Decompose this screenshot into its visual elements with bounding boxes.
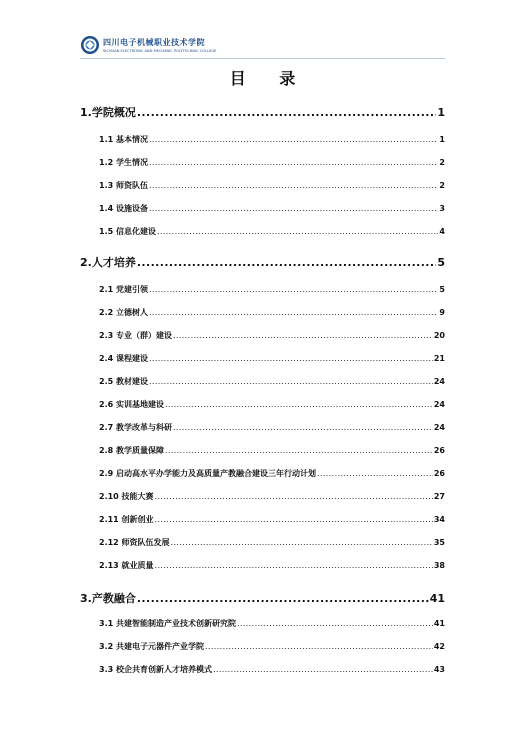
toc-entry-label: 2.5 教材建设 — [99, 377, 148, 386]
toc-entry-page: 41 — [429, 592, 445, 605]
toc-entry-label: 1.3 师资队伍 — [99, 181, 148, 190]
school-logo — [80, 35, 217, 59]
toc-entry-label: 2.1 党建引领 — [99, 285, 148, 294]
toc-entry[interactable] — [99, 468, 445, 479]
toc-leader-dots — [173, 331, 433, 340]
toc-leader-dots — [155, 492, 433, 501]
toc-leader-dots — [149, 135, 438, 144]
toc-entry-page: 24 — [433, 423, 445, 432]
toc-entry-label: 1.学院概况 — [80, 106, 136, 119]
toc-entry-label: 2.10 技能大赛 — [99, 492, 154, 501]
toc-entry-page: 26 — [433, 446, 445, 455]
toc-entry-page: 2 — [439, 158, 445, 167]
toc-entry-label: 2.13 就业质量 — [99, 561, 154, 570]
toc-leader-dots — [149, 354, 433, 363]
toc-entry-label: 3.2 共建电子元器件产业学院 — [99, 642, 204, 651]
toc-leader-dots — [165, 400, 433, 409]
toc-leader-dots — [155, 515, 433, 524]
toc-entry-label: 2.2 立德树人 — [99, 308, 148, 317]
toc-entry-page: 35 — [433, 538, 445, 547]
page-title: 目 录 — [229, 69, 310, 88]
toc-entry[interactable] — [99, 330, 445, 341]
toc-entry[interactable] — [99, 560, 445, 571]
toc-entry[interactable] — [99, 641, 445, 652]
toc-entry[interactable] — [80, 254, 445, 270]
toc-entry-page: 38 — [433, 561, 445, 570]
toc-entry[interactable] — [99, 307, 445, 318]
toc-entry-page: 21 — [433, 354, 445, 363]
toc-leader-dots — [165, 446, 433, 455]
toc-entry-label: 2.7 教学改革与科研 — [99, 423, 172, 432]
toc-leader-dots — [237, 619, 433, 628]
school-name-en: SICHUAN ELECTRONIC AND MECHANIC POLYTECHNIC COLLEGE — [103, 49, 217, 53]
toc-leader-dots — [317, 469, 433, 478]
toc-entry-label: 2.3 专业（群）建设 — [99, 331, 172, 340]
toc-leader-dots — [137, 592, 429, 605]
toc-entry-label: 1.1 基本情况 — [99, 135, 148, 144]
toc-leader-dots — [149, 204, 438, 213]
toc-entry-label: 3.3 校企共育创新人才培养模式 — [99, 665, 212, 674]
toc-entry-page: 9 — [439, 308, 445, 317]
toc-entry[interactable] — [99, 203, 445, 214]
toc-entry-page: 26 — [433, 469, 445, 478]
toc-entry[interactable] — [99, 618, 445, 629]
toc-entry-page: 34 — [433, 515, 445, 524]
toc-entry-page: 27 — [433, 492, 445, 501]
toc-entry[interactable] — [99, 226, 445, 237]
toc-entry[interactable] — [99, 284, 445, 295]
toc-entry-label: 1.4 设施设备 — [99, 204, 148, 213]
school-name-cn: 四川电子机械职业技术学院 — [103, 37, 205, 47]
toc-entry[interactable] — [99, 399, 445, 410]
toc-entry-page: 5 — [439, 285, 445, 294]
toc-entry-label: 2.6 实训基地建设 — [99, 400, 164, 409]
toc-entry[interactable] — [99, 353, 445, 364]
toc-leader-dots — [149, 181, 438, 190]
toc-entry-label: 3.产教融合 — [80, 592, 136, 605]
toc-entry-label: 2.8 教学质量保障 — [99, 446, 164, 455]
toc-leader-dots — [149, 377, 433, 386]
toc-entry[interactable] — [99, 491, 445, 502]
toc-leader-dots — [213, 665, 433, 674]
toc-entry-page: 43 — [433, 665, 445, 674]
toc-entry[interactable] — [99, 537, 445, 548]
toc-entry-label: 3.1 共建智能制造产业技术创新研究院 — [99, 619, 236, 628]
toc-leader-dots — [155, 561, 433, 570]
toc-entry-page: 1 — [439, 135, 445, 144]
toc-entry[interactable] — [99, 514, 445, 525]
toc-entry-page: 2 — [439, 181, 445, 190]
toc-entry-label: 2.人才培养 — [80, 256, 136, 269]
toc-entry-label: 1.2 学生情况 — [99, 158, 148, 167]
toc-entry-page: 1 — [437, 106, 445, 119]
toc-entry[interactable] — [80, 104, 445, 120]
toc-entry-label: 2.9 启动高水平办学能力及高质量产教融合建设三年行动计划 — [99, 469, 316, 478]
toc-leader-dots — [205, 642, 433, 651]
toc-entry[interactable] — [99, 157, 445, 168]
toc-entry-page: 24 — [433, 377, 445, 386]
toc-entry-label: 2.4 课程建设 — [99, 354, 148, 363]
school-emblem-icon — [80, 35, 100, 55]
toc-entry-label: 2.12 师资队伍发展 — [99, 538, 170, 547]
toc-leader-dots — [149, 158, 438, 167]
toc-leader-dots — [137, 106, 437, 119]
toc-leader-dots — [149, 285, 438, 294]
toc-entry[interactable] — [99, 445, 445, 456]
toc-entry-label: 1.5 信息化建设 — [99, 227, 156, 236]
toc-leader-dots — [137, 256, 437, 269]
toc-entry[interactable] — [99, 422, 445, 433]
toc-entry[interactable] — [99, 180, 445, 191]
header-divider — [80, 58, 445, 59]
toc-entry[interactable] — [99, 664, 445, 675]
toc-entry-page: 24 — [433, 400, 445, 409]
toc-entry-page: 20 — [433, 331, 445, 340]
toc-entry-page: 42 — [433, 642, 445, 651]
toc-leader-dots — [171, 538, 433, 547]
toc-entry-page: 4 — [439, 227, 445, 236]
toc-entry-page: 3 — [439, 204, 445, 213]
toc-leader-dots — [157, 227, 438, 236]
toc-entry[interactable] — [99, 134, 445, 145]
toc-entry[interactable] — [80, 590, 445, 606]
toc-entry-label: 2.11 创新创业 — [99, 515, 154, 524]
toc-leader-dots — [149, 308, 438, 317]
toc-entry[interactable] — [99, 376, 445, 387]
toc-leader-dots — [173, 423, 433, 432]
toc-entry-page: 41 — [433, 619, 445, 628]
toc-entry-page: 5 — [437, 256, 445, 269]
